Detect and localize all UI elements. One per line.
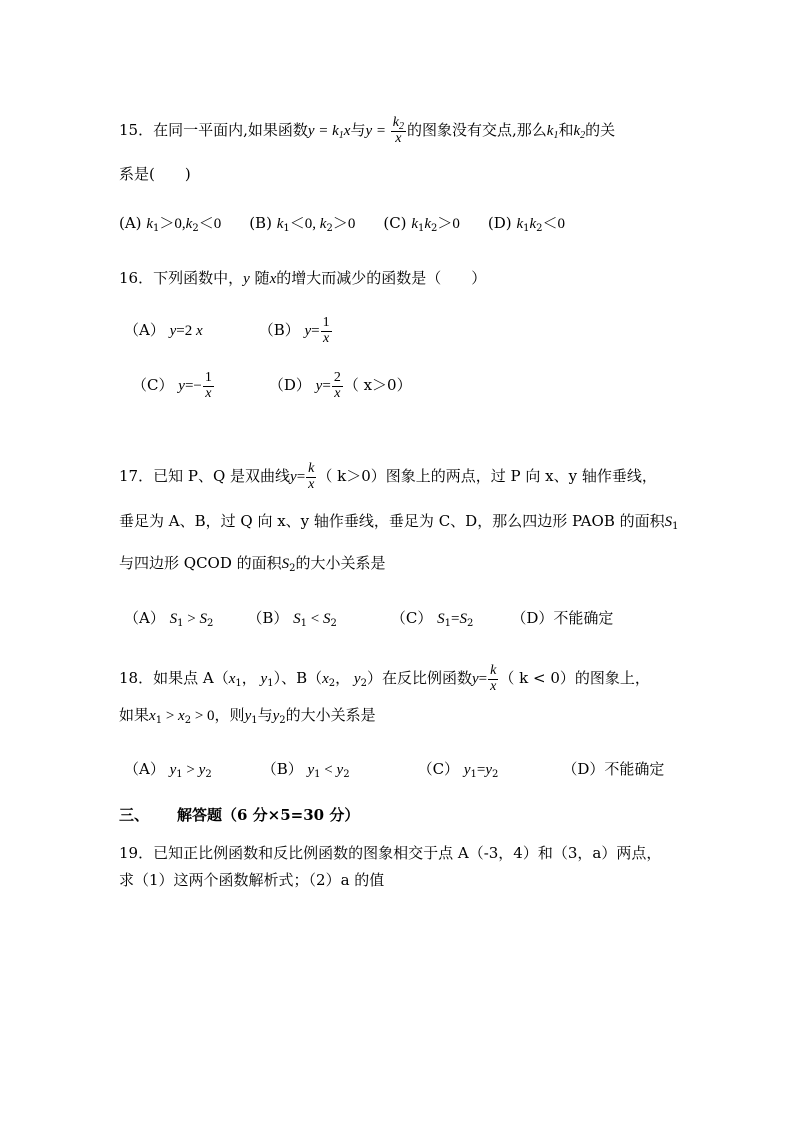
math-k1: $k_1$ [546, 123, 559, 142]
math-y-eq-k1x: $y = k_1x$ [307, 123, 351, 142]
fraction-2-over-x: $\frac{2}{x}$ [333, 370, 341, 401]
q16-stem: 16．下列函数中，y 随x的增大而减少的函数是（ ） [119, 269, 487, 287]
fraction-k-over-x: $\frac{k}{x}$ [308, 461, 315, 492]
fraction-1-over-x: $\frac{1}{x}$ [322, 315, 330, 346]
q19-line1: 19．已知正比例函数和反比例函数的图象相交于点 A（-3，4）和（3，a）两点， [119, 844, 662, 862]
q17-options: （A） $S_1 > S_2$ （B） $S_1 < S_2$ （C） $S_1=S_2$ （D）不能确定 [124, 609, 614, 629]
q17-stem-line3: 与四边形 QCOD 的面积$S_2$的大小关系是 [119, 554, 386, 574]
section-heading: 三、 解答题（6 分×5=30 分） [119, 806, 360, 824]
q15-stem-line2: 系是( ) [119, 165, 191, 183]
q17-stem-line2: 垂足为 A、B，过 Q 向 x、y 轴作垂线，垂足为 C、D，那么四边形 PAOB 的面积$S_1$ [119, 512, 679, 532]
q19-line2: 求（1）这两个函数解析式；（2）a 的值 [119, 871, 385, 889]
q18-stem-line2: 如果$x_1 > x_2 > 0$，则$y_1$与$y_2$的大小关系是 [119, 706, 376, 726]
fraction-neg-1-over-x: $\frac{1}{x}$ [204, 370, 212, 401]
q15-options: (A) $k_1>0,k_2<0$ (B) $k_1<0$, $k_2>0$ (C) $k_1k_2>0$ (D) $k_1k_2<0$ [119, 214, 566, 234]
q17-stem-line1: 17．已知 P、Q 是双曲线y= $\frac{k}{x}$ （ k＞0）图象上的两点，过 P 向 x、y 轴作垂线， [119, 461, 657, 492]
fraction-k2-over-x: $\frac{k_2}{x}$ [392, 115, 404, 146]
q16-options-ab: （A） y=2 x （B） y= $\frac{1}{x}$ [124, 315, 330, 346]
q18-stem-line1: 18．如果点 $A(x_1$， $y_1$）、$B(x_2$， $y_2$）在反比例函数y= $\frac{k}{x}$ （ k < 0）的图象上， [119, 663, 650, 694]
q18-options: （A） $y_1 > y_2$ （B） $y_1 < y_2$ （C） $y_1=y_2$ （D）不能确定 [124, 760, 665, 780]
q15-stem-line1: 15．在同一平面内,如果函数$y = k_1x$与y = $\frac{k_2}{x}$ 的图象没有交点,那么$k_1$和$k_2$的关 [119, 115, 616, 146]
fraction-k-over-x-q18: $\frac{k}{x}$ [490, 663, 497, 694]
math-y-eq: y = [365, 123, 390, 140]
q16-options-cd: （C） y=− $\frac{1}{x}$ （D） y= $\frac{2}{x}$ （ x＞0） [132, 370, 412, 401]
math-k2: $k_2$ [573, 123, 586, 142]
